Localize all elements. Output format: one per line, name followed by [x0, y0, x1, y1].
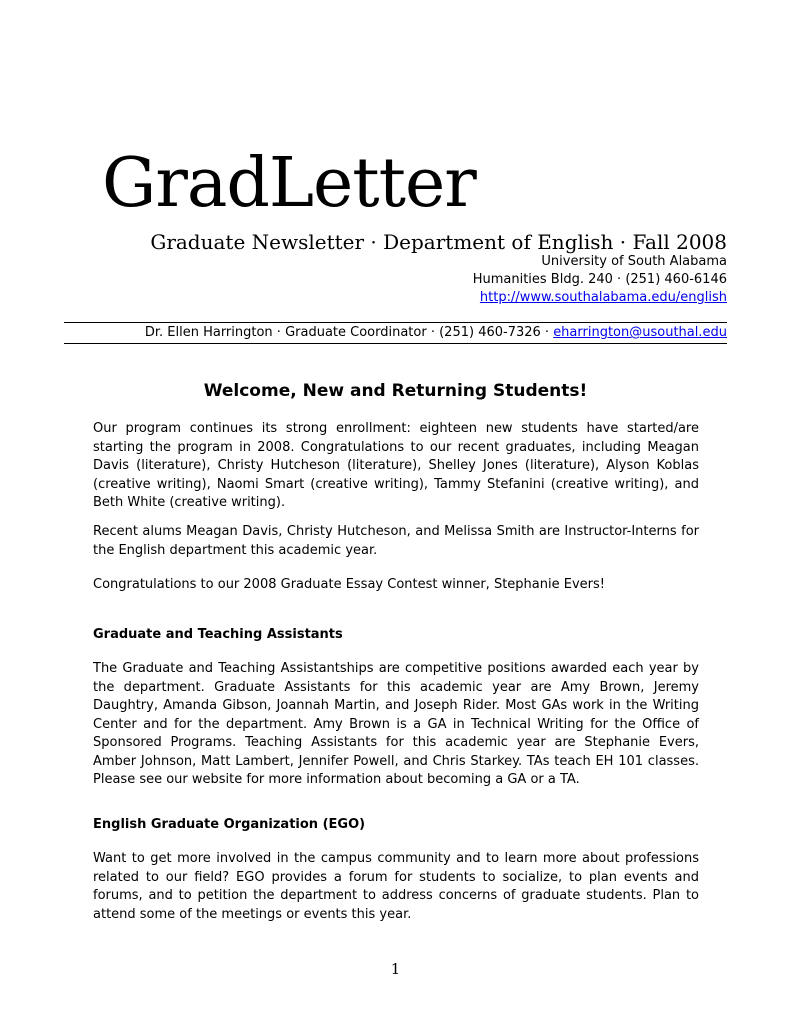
paragraph-text: Want to get more involved in the campus community and to learn more about professions related to our field? EGO provides a forum for students to socialize, to plan events and forums, and to petition the department to address concerns of graduate students. Plan to attend some of the meetings or events this year. — [93, 851, 699, 922]
coordinator-info: Dr. Ellen Harrington · Graduate Coordinator · (251) 460-7326 · — [144, 325, 554, 340]
assistants-paragraph — [93, 660, 699, 790]
header-rule-top — [64, 322, 727, 323]
welcome-paragraph-1 — [93, 420, 699, 513]
coordinator-line — [145, 325, 727, 340]
assistants-heading: Graduate and Teaching Assistants — [93, 627, 343, 642]
university-name: University of South Alabama — [541, 254, 727, 269]
website-link[interactable]: http://www.southalabama.edu/english — [479, 290, 727, 305]
coordinator-email-link[interactable]: eharrington@usouthal.edu — [553, 325, 727, 340]
paragraph-text: Our program continues its strong enrollment: eighteen new students have started/are starting the program in 2008. Congratulations to our recent graduates, including Meagan Davis (literature), Christy Hutcheson (literature), Shelley Jones (literature), Alyson Koblas (creative writing), Naomi Smart (creative writing), Tammy Stefanini (creative writing), and Beth White (creative writing). — [93, 421, 699, 510]
welcome-paragraph-2 — [93, 523, 699, 560]
department-address: Humanities Bldg. 240 · (251) 460-6146 — [472, 272, 727, 287]
ego-heading: English Graduate Organization (EGO) — [93, 817, 366, 832]
masthead-subtitle: Graduate Newsletter · Department of English · Fall 2008 — [150, 230, 727, 254]
paragraph-text: The Graduate and Teaching Assistantships are competitive positions awarded each year by the department. Graduate Assistants for this academic year are Amy Brown, Jeremy Daughtry, Amanda Gibson, Joannah Martin, and Joseph Rider. Most GAs work in the Writing Center and for the department. Amy Brown is a GA in Technical Writing for the Office of Sponsored Programs. Teaching Assistants for this academic year are Stephanie Evers, Amber Johnson, Matt Lambert, Jennifer Powell, and Chris Starkey. TAs teach EH 101 classes. Please see our website for more information about becoming a GA or a TA. — [93, 661, 699, 787]
paragraph-text: Congratulations to our 2008 Graduate Essay Contest winner, Stephanie Evers! — [93, 577, 605, 592]
masthead-title: GradLetter — [102, 144, 476, 223]
welcome-heading: Welcome, New and Returning Students! — [203, 381, 588, 401]
website-line — [480, 290, 727, 305]
paragraph-text: Recent alums Meagan Davis, Christy Hutcheson, and Melissa Smith are Instructor-Interns for the English department this academic year. — [93, 524, 699, 558]
header-rule-bottom — [64, 343, 727, 344]
welcome-paragraph-3 — [93, 576, 699, 595]
page-number: 1 — [390, 960, 401, 978]
ego-paragraph — [93, 850, 699, 924]
